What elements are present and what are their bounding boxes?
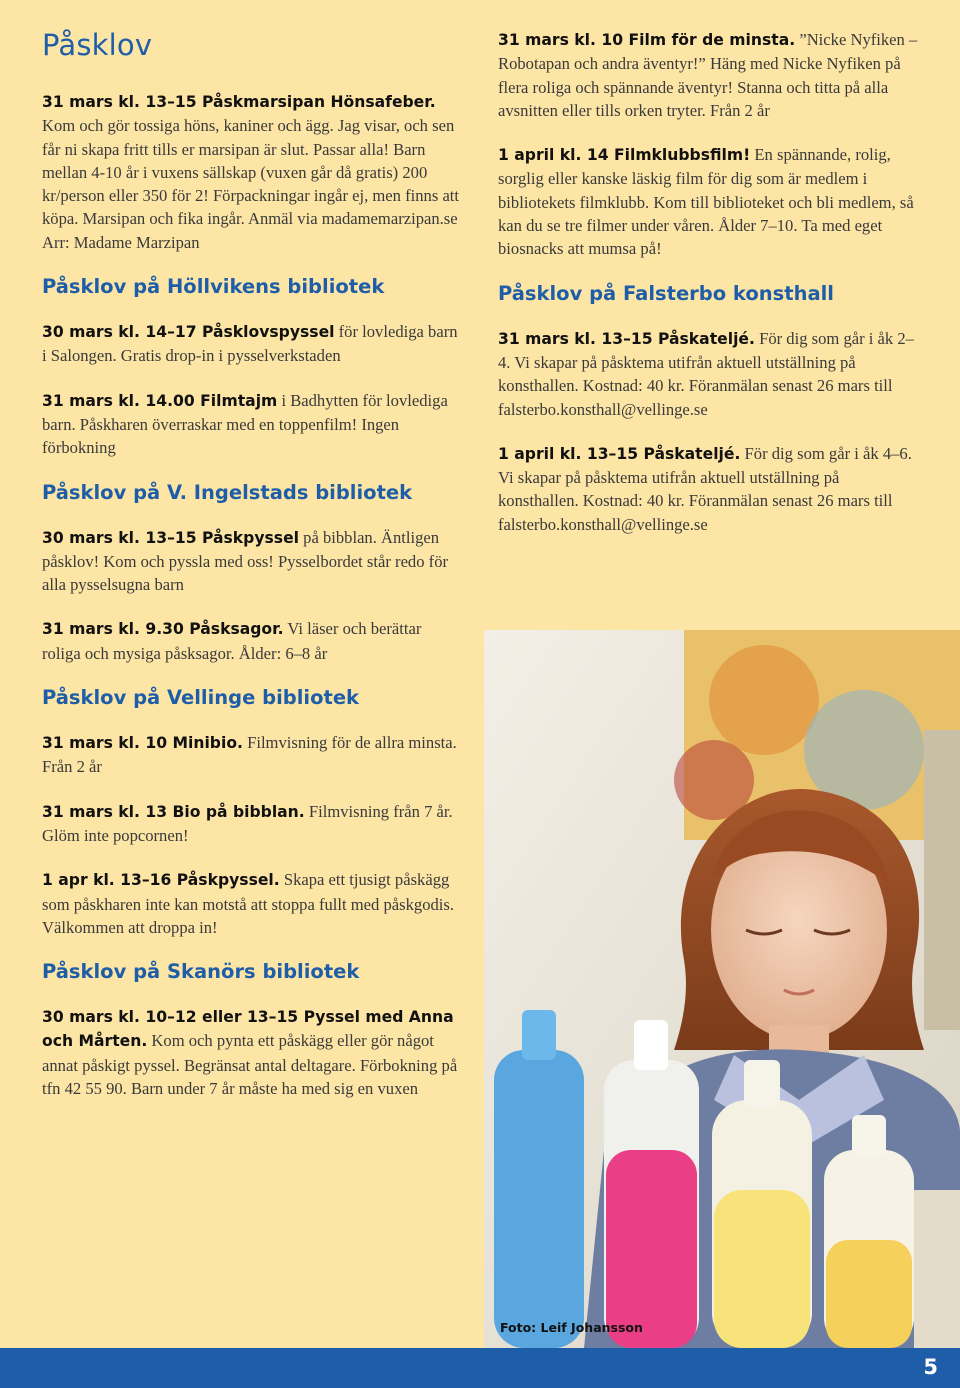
event-item [42, 320, 460, 368]
section-heading: Påsklov på Skanörs bibliotek [42, 960, 360, 984]
page-number: 5 [923, 1355, 938, 1379]
event-description: Kom och pynta ett påskägg eller gör något annat påskigt pyssel. Begränsat antal deltagare. Förbokning på tfn 42 55 90. Barn under 7 år måste ha med sig en vuxen [42, 1031, 458, 1099]
footer-bar [0, 1348, 960, 1388]
event-description: För dig som går i åk 4–6. Vi skapar på påsktema utifrån aktuell utställning på konsthallen. Kostnad: 40 kr. Föranmälan senast 26 mars till falsterbo.konsthall@vellinge.se [498, 443, 912, 534]
event-item [498, 442, 923, 536]
event-item [498, 327, 923, 421]
event-description: för lovlediga barn i Salongen. Gratis drop-in i pysselverkstaden [42, 322, 458, 366]
event-lead: 1 april kl. 13–15 Påskateljé. [498, 444, 741, 463]
event-lead: 31 mars kl. 14.00 Filmtajm [42, 391, 278, 410]
event-item [42, 800, 460, 848]
photo-credit: Foto: Leif Johansson [500, 1320, 643, 1335]
event-lead: 30 mars kl. 14–17 Påsklovspyssel [42, 323, 335, 342]
event-description: i Badhytten för lovlediga barn. Påskharen överraskar med en toppenfilm! Ingen förbokning [42, 390, 448, 458]
event-lead: 30 mars kl. 13–15 Påskpyssel [42, 528, 299, 547]
event-lead: 31 mars kl. 9.30 Påsksagor. [42, 620, 284, 639]
section-heading: Påsklov på V. Ingelstads bibliotek [42, 480, 413, 504]
event-item [42, 1005, 460, 1100]
left-event-list [42, 90, 460, 1100]
right-column [498, 28, 923, 557]
event-lead: 1 april kl. 14 Filmklubbsfilm! [498, 146, 751, 165]
event-lead: 31 mars kl. 10 Minibio. [42, 734, 243, 753]
section-heading: Påsklov på Falsterbo konsthall [498, 281, 834, 305]
section-heading: Påsklov på Vellinge bibliotek [42, 686, 360, 710]
event-item [498, 143, 923, 260]
event-description: En spännande, rolig, sorglig eller kanske läskig film för dig som är medlem i bibliotekets filmklubb. Kom till biblioteket och bli medlem, så kan du se tre filmer under våren. Ålder 7–10. Ta med eget biosnacks att mumsa på! [498, 145, 914, 259]
event-lead: 31 mars kl. 13–15 Påskateljé. [498, 329, 755, 348]
event-description: Kom och gör tossiga höns, kaniner och ägg. Jag visar, och sen får ni skapa fritt tills er marsipan är slut. Passar alla! Barn mellan 4-10 år i vuxens sällskap (vuxen går då gratis) 200 kr/person eller 350 för 2! Förpackningar ingår ej, men finns att köpa. Marsipan och fika ingår. Anmäl via madamemarzipan.se Arr: Madame Marzipan [42, 116, 460, 252]
event-description: på bibblan. Äntligen påsklov! Kom och pyssla med oss! Pysselbordet står redo för alla pysselsugna barn [42, 527, 449, 595]
event-item [42, 526, 460, 597]
event-description: Vi läser och berättar roliga och mysiga påsksagor. Ålder: 6–8 år [42, 619, 422, 663]
event-lead: 1 apr kl. 13–16 Påskpyssel. [42, 871, 280, 890]
event-item [42, 389, 460, 460]
event-item [42, 617, 460, 665]
event-lead: 31 mars kl. 13–15 Påskmarsipan Hönsafeber. [42, 93, 436, 111]
event-lead: 31 mars kl. 13 Bio på bibblan. [42, 802, 305, 821]
left-column [42, 28, 460, 1121]
event-description: Filmvisning för de allra minsta. Från 2 år [42, 733, 457, 777]
page-title: Påsklov [42, 28, 153, 62]
event-description: För dig som går i åk 2–4. Vi skapar på påsktema utifrån aktuell utställning på konsthallen. Kostnad: 40 kr. Föranmälan senast 26 mars till falsterbo.konsthall@vellinge.se [498, 328, 914, 419]
event-lead: 31 mars kl. 10 Film för de minsta. [498, 31, 796, 49]
right-event-list [498, 28, 923, 536]
event-item [42, 731, 460, 779]
event-item [42, 90, 460, 254]
event-description: Filmvisning från 7 år. Glöm inte popcornen! [42, 801, 453, 845]
event-description: ”Nicke Nyfiken – Robotapan och andra äventyr!” Häng med Nicke Nyfiken på flera roliga och spännande äventyr! Stanna och titta på alla avsnitten eller tills orken tryter. Från 2 år [498, 30, 918, 120]
girl-painting-photo [484, 630, 960, 1348]
event-lead: 30 mars kl. 10–12 eller 13–15 Pyssel med Anna och Mårten. [42, 1008, 454, 1051]
section-heading: Påsklov på Höllvikens bibliotek [42, 275, 385, 299]
event-item [42, 868, 460, 939]
event-description: Skapa ett tjusigt påskägg som påskharen inte kan motstå att stoppa fullt med påskgodis. Välkommen att droppa in! [42, 870, 455, 937]
event-item [498, 28, 923, 122]
